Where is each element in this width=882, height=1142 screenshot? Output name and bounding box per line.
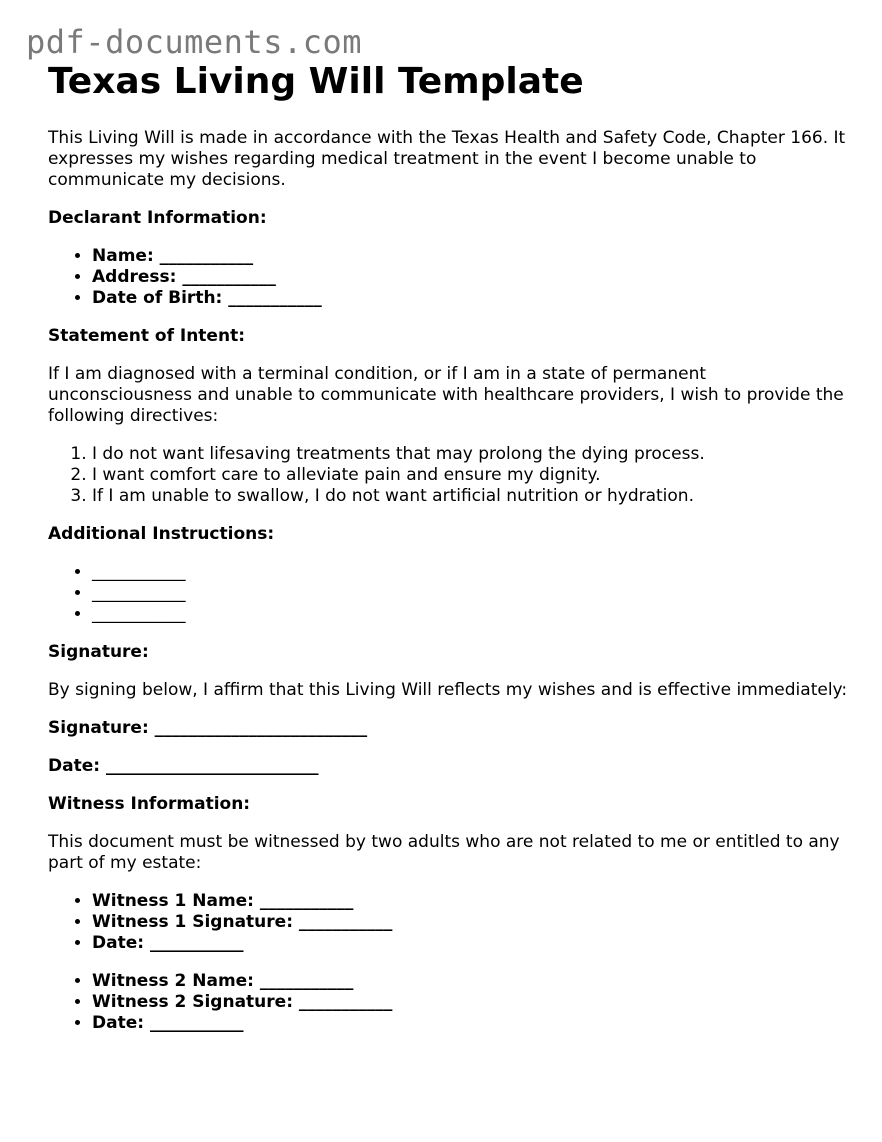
date-line: Date: _________________________ — [48, 756, 319, 776]
intent-heading: Statement of Intent: — [48, 326, 245, 346]
additional-blank-line: • ___________ — [92, 562, 848, 583]
declarant-dob-field: • Date of Birth: ___________ — [92, 288, 848, 309]
document-body — [48, 128, 848, 1051]
watermark: pdf-documents.com — [26, 23, 363, 61]
signature-paragraph: By signing below, I affirm that this Living Will reflects my wishes and is effective immediately: — [48, 680, 848, 700]
intro-paragraph: This Living Will is made in accordance with the Texas Health and Safety Code, Chapter 166. It expresses my wishes regarding medical treatment in the event I become unable to communicate my decisions. — [48, 128, 846, 190]
declarant-list — [48, 246, 848, 309]
additional-blank-line: • ___________ — [92, 583, 848, 604]
additional-blank-line: • ___________ — [92, 604, 848, 625]
witness-heading: Witness Information: — [48, 794, 251, 814]
witness-2-signature-field: • Witness 2 Signature: ___________ — [92, 992, 848, 1013]
document-title: Texas Living Will Template — [48, 61, 584, 102]
declarant-heading: Declarant Information: — [48, 208, 267, 228]
witness-1-name-field: • Witness 1 Name: ___________ — [92, 891, 848, 912]
signature-line: Signature: _________________________ — [48, 718, 368, 738]
witness-2-date-field: • Date: ___________ — [92, 1013, 848, 1034]
directive-item: 3. If I am unable to swallow, I do not want artificial nutrition or hydration. — [92, 486, 848, 507]
directives-list — [48, 444, 848, 507]
witness-1-date-field: • Date: ___________ — [92, 933, 848, 954]
directive-item: 1. I do not want lifesaving treatments that may prolong the dying process. — [92, 444, 848, 465]
signature-heading: Signature: — [48, 642, 149, 662]
additional-heading: Additional Instructions: — [48, 524, 275, 544]
declarant-name-field: • Name: ___________ — [92, 246, 848, 267]
intent-paragraph: If I am diagnosed with a terminal condition, or if I am in a state of permanent unconsciousness and unable to communicate with healthcare providers, I wish to provide the following directives: — [48, 364, 844, 426]
additional-list — [48, 562, 848, 625]
witness-2-list — [48, 971, 848, 1034]
witness-2-name-field: • Witness 2 Name: ___________ — [92, 971, 848, 992]
witness-1-signature-field: • Witness 1 Signature: ___________ — [92, 912, 848, 933]
witness-paragraph: This document must be witnessed by two adults who are not related to me or entitled to any part of my estate: — [48, 832, 840, 873]
witness-1-list — [48, 891, 848, 954]
directive-item: 2. I want comfort care to alleviate pain and ensure my dignity. — [92, 465, 848, 486]
declarant-address-field: • Address: ___________ — [92, 267, 848, 288]
